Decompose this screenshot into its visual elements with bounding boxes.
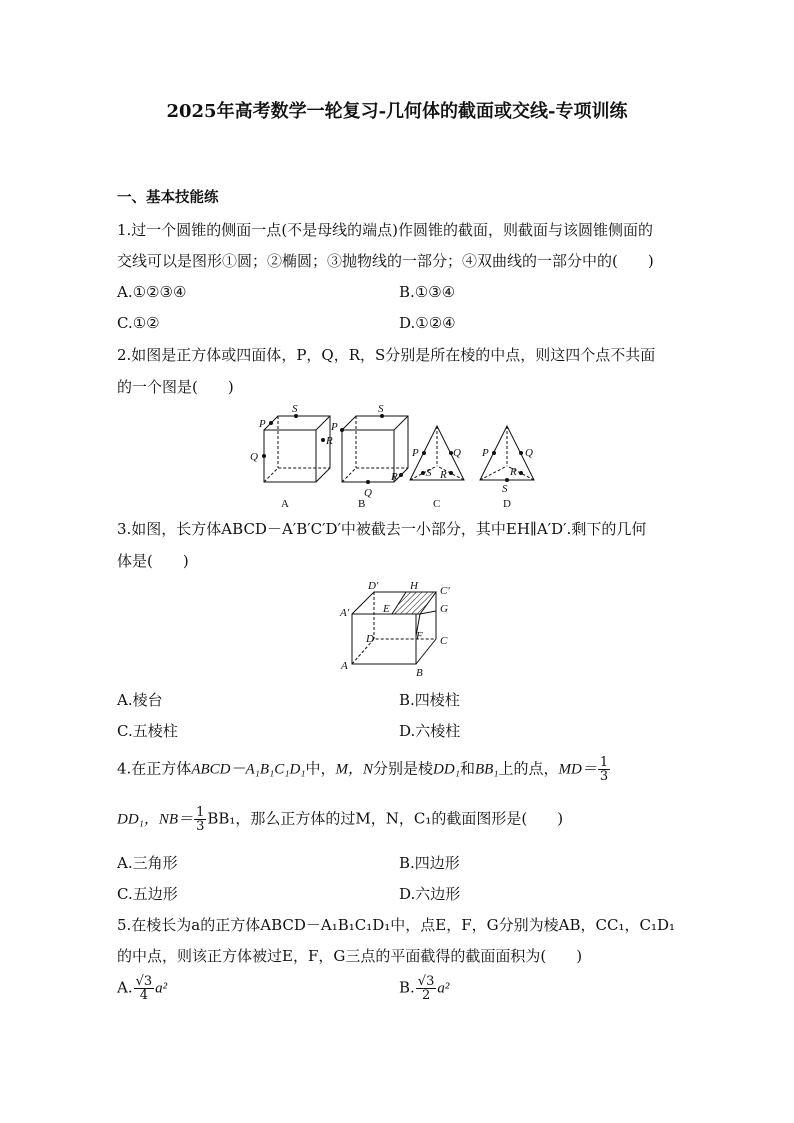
svg-text:C: C (440, 635, 448, 647)
q3-option-c[interactable]: C.五棱柱 (117, 722, 178, 740)
svg-text:Q: Q (525, 447, 533, 459)
svg-text:P: P (412, 447, 419, 459)
svg-text:S: S (426, 467, 432, 479)
q1-option-d[interactable]: D.①②④ (399, 314, 456, 332)
svg-text:P: P (482, 447, 489, 459)
q3-stem-line1: 3.如图，长方体ABCD－A′B′C′D′中被截去一小部分，其中EH∥A′D′.剩下的几何 (117, 520, 647, 538)
q1-option-a[interactable]: A.①②③④ (117, 283, 187, 301)
q3-option-d[interactable]: D.六棱柱 (399, 722, 461, 740)
q2-stem-line2: 的一个图是( ) (117, 378, 234, 396)
svg-text:D: D (366, 633, 374, 645)
q3-stem-line2: 体是( ) (117, 552, 189, 570)
svg-text:S: S (378, 403, 384, 415)
q3-figure-cuboid (336, 576, 466, 680)
svg-text:B: B (358, 498, 366, 510)
svg-text:R: R (326, 435, 333, 447)
page-title: 2025年高考数学一轮复习-几何体的截面或交线-专项训练 (166, 101, 628, 122)
svg-text:H: H (410, 580, 418, 592)
q4-fraction-one-third-b: $\frac{1}{3}$ (196, 805, 205, 834)
svg-text:F: F (416, 630, 423, 642)
section-heading: 一、基本技能练 (117, 189, 219, 206)
svg-text:R: R (440, 469, 447, 481)
q2-stem-line1: 2.如图是正方体或四面体，P，Q，R，S分别是所在棱的中点，则这四个点不共面 (117, 346, 656, 364)
q4-fraction-one-third: $\frac{1}{3}$ (599, 755, 609, 784)
svg-text:Q: Q (453, 447, 461, 459)
q1-stem-line2: 交线可以是图形①圆；②椭圆；③抛物线的一部分；④双曲线的一部分中的( ) (117, 252, 654, 270)
q1-stem-line1: 1.过一个圆锥的侧面一点(不是母线的端点)作圆锥的截面，则截面与该圆锥侧面的 (117, 221, 654, 239)
svg-text:C: C (433, 498, 441, 510)
svg-text:Q: Q (364, 487, 372, 499)
svg-text:S: S (292, 403, 298, 415)
q5-option-b[interactable]: B. $\frac{√3}{2}$ a² (399, 974, 450, 1003)
q5-option-a[interactable]: A. $\frac{√3}{4}$ a² (117, 974, 168, 1003)
svg-text:Q: Q (250, 451, 258, 463)
svg-text:A: A (341, 660, 348, 672)
q3-option-b[interactable]: B.四棱柱 (399, 691, 460, 709)
svg-text:B: B (416, 667, 423, 679)
q2-figures (244, 400, 554, 512)
svg-text:S: S (502, 483, 508, 495)
q2-figure-a-cube (264, 416, 330, 482)
q1-option-c[interactable]: C.①② (117, 314, 160, 332)
q1-option-b[interactable]: B.①③④ (399, 283, 456, 301)
svg-text:P: P (259, 418, 266, 430)
q5-stem-line2: 的中点，则该正方体被过E，F，G三点的平面截得的截面面积为( ) (117, 947, 583, 965)
svg-text:D′: D′ (368, 580, 379, 592)
q3-option-a[interactable]: A.棱台 (117, 691, 163, 709)
svg-text:A: A (281, 498, 289, 510)
q4-option-b[interactable]: B.四边形 (399, 854, 460, 872)
svg-text:R: R (510, 466, 517, 478)
q4-stem-line1: 4.在正方体ABCD－A₁B₁C₁D₁中，M，N分别是棱DD₁和BB₁上的点，MD＝ $\frac{1}{3}$ (117, 755, 609, 784)
q4-option-a[interactable]: A.三角形 (117, 854, 178, 872)
q5-stem-line1: 5.在棱长为a的正方体ABCD－A₁B₁C₁D₁中，点E，F，G分别为棱AB，CC₁，C₁D₁ (117, 916, 675, 934)
q4-option-d[interactable]: D.六边形 (399, 885, 461, 903)
svg-text:G: G (440, 603, 448, 615)
svg-text:C′: C′ (440, 585, 450, 597)
svg-text:R: R (391, 471, 398, 483)
svg-text:E: E (383, 603, 390, 615)
q4-option-c[interactable]: C.五边形 (117, 885, 178, 903)
svg-text:A′: A′ (340, 607, 350, 619)
svg-text:D: D (503, 498, 511, 510)
q2-figure-b-cube (342, 416, 408, 482)
svg-text:P: P (331, 421, 338, 433)
q4-stem-line2: DD₁，NB＝ $\frac{1}{3}$ BB₁，那么正方体的过M，N，C₁的截面图形是( ) (117, 805, 564, 834)
